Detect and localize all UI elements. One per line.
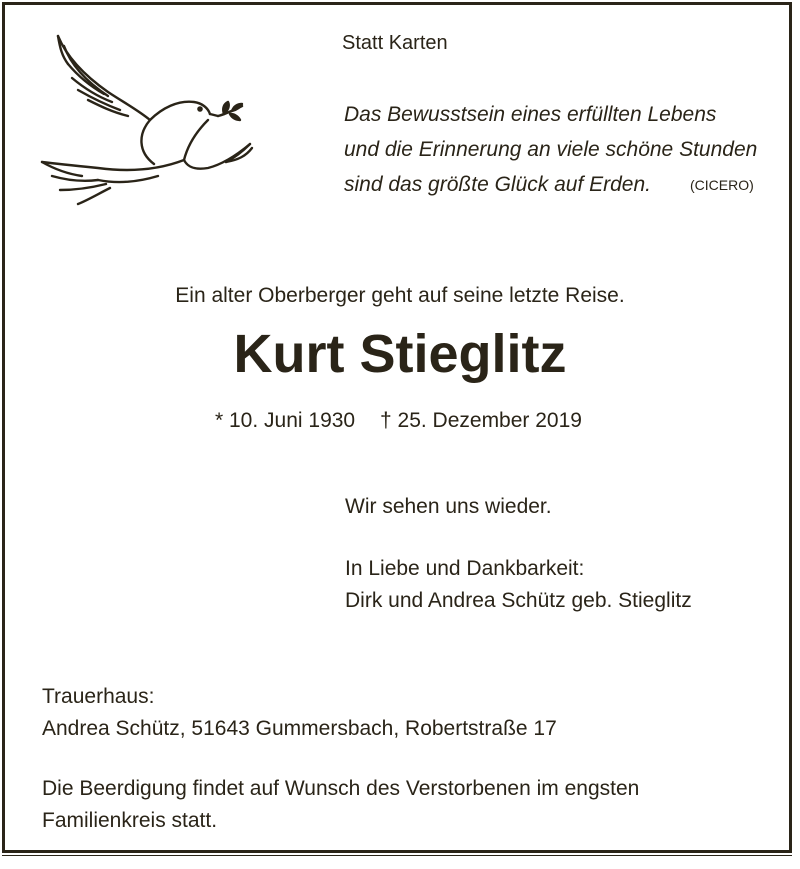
trauerhaus-label: Trauerhaus:: [42, 685, 155, 708]
dove-with-olive-branch-icon: [38, 30, 258, 212]
signoff-line: In Liebe und Dankbarkeit:: [345, 557, 585, 580]
quote-line: und die Erinnerung an viele schöne Stunden: [344, 138, 758, 161]
burial-note-line: Die Beerdigung findet auf Wunsch des Verstorbenen im engsten: [42, 777, 640, 800]
notice-bottom-rule: [2, 855, 792, 860]
deceased-name: Kurt Stieglitz: [233, 324, 567, 384]
mourners-line: Dirk und Andrea Schütz geb. Stieglitz: [345, 589, 692, 612]
birth-date: * 10. Juni 1930: [215, 409, 356, 432]
quote-author: (CICERO): [690, 177, 754, 193]
death-date: † 25. Dezember 2019: [380, 409, 582, 432]
statt-karten-label: Statt Karten: [342, 32, 448, 54]
burial-note-line: Familienkreis statt.: [42, 809, 218, 832]
intro-line: Ein alter Oberberger geht auf seine letzte Reise.: [175, 284, 625, 307]
quote-line: Das Bewusstsein eines erfüllten Lebens: [344, 103, 717, 126]
quote-line: sind das größte Glück auf Erden.: [344, 173, 651, 196]
farewell-line: Wir sehen uns wieder.: [345, 495, 552, 518]
trauerhaus-address: Andrea Schütz, 51643 Gummersbach, Robertstraße 17: [42, 717, 557, 740]
